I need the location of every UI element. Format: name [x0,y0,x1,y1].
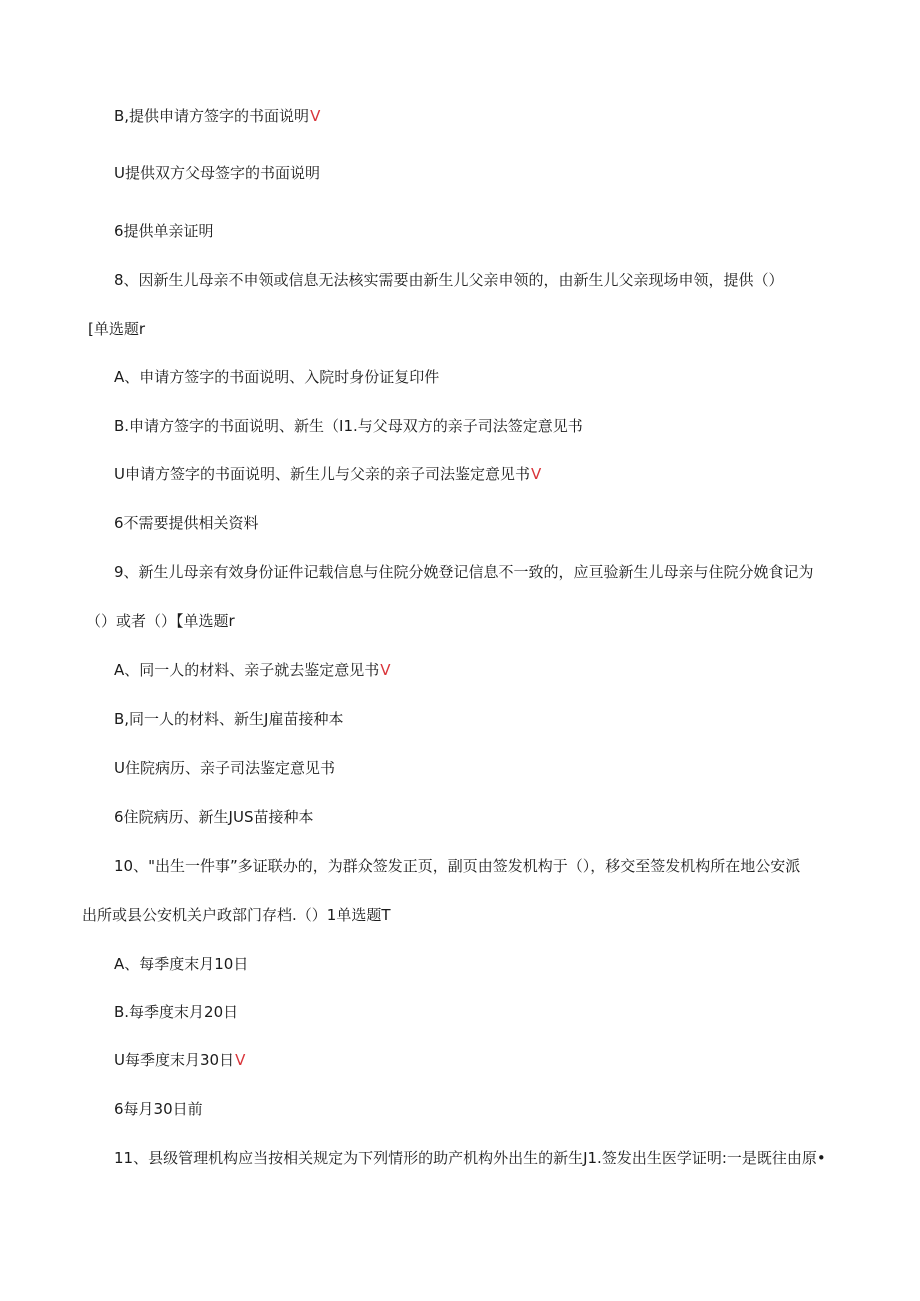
answer-check-mark: V [380,661,391,679]
question-8-type [88,319,145,339]
answer-check-mark: V [530,465,542,483]
answer-check-mark: V [235,1051,246,1069]
line-text: 6每月30日前 [114,1100,203,1118]
line-text: 6不需要提供相关资料 [114,514,259,532]
q10-option-c [114,1050,245,1070]
line-text: B.每季度末月20日 [114,1003,239,1021]
line-text: 6提供单亲证明 [114,222,214,240]
option-d-single-parent-proof [114,221,214,241]
q8-option-c [114,464,541,484]
question-9-continued [86,611,235,631]
line-text: A、申请方签字的书面说明、入院时身份证复印件 [114,368,440,386]
line-text: 6住院病历、新生JUS苗接种本 [114,808,314,826]
question-text: 8、因新生儿母亲不申领或信息无法核实需要由新生儿父亲申领的，由新生儿父亲现场申领，提供（） [114,271,784,289]
line-text: B,提供申请方签字的书面说明 [114,107,310,125]
question-text: （）或者（）【单选题r [86,612,235,630]
q10-option-d [114,1099,203,1119]
q9-option-b [114,709,343,729]
q9-option-d [114,807,313,827]
question-text: 9、新生儿母亲有效身份证件记载信息与住院分娩登记信息不一致的，应亘验新生儿母亲与住院分娩食记为 [114,563,814,581]
q9-option-c [114,758,335,778]
line-text: U住院病历、亲子司法鉴定意见书 [114,759,335,777]
question-9 [114,562,814,582]
line-text: B.申请方签字的书面说明、新生（I1.与父母双方的亲子司法签定意见书 [114,417,583,435]
answer-check-mark: V [310,107,321,125]
question-8 [114,270,784,290]
line-text: U提供双方父母签字的书面说明 [114,164,320,182]
line-text: A、同一人的材料、亲子就去鉴定意见书 [114,661,380,679]
question-text: 10、"出生一件事”多证联办的，为群众签发正页，副页由签发机构于（），移交至签发机构所在地公安派 [114,857,801,875]
question-text: 11、县级管理机构应当按相关规定为下列情形的助产机构外出生的新生J1.签发出生医学证明:一是既往由原• [114,1149,826,1167]
question-type-label: [单选题r [88,320,146,338]
q10-option-a [114,954,248,974]
line-text: B,同一人的材料、新生J雇苗接种本 [114,710,344,728]
option-b-applicant-statement [114,106,320,126]
q9-option-a [114,660,391,680]
line-text: U每季度末月30日 [114,1051,235,1069]
line-text: U申请方签字的书面说明、新生儿与父亲的亲子司法鉴定意见书 [114,465,530,483]
line-text: A、每季度末月10日 [114,955,249,973]
q8-option-b [114,416,583,436]
q8-option-a [114,367,439,387]
option-c-parents-statement [114,163,320,183]
question-10-continued [82,905,390,925]
q10-option-b [114,1002,238,1022]
question-11 [114,1148,826,1168]
question-10 [114,856,800,876]
q8-option-d [114,513,259,533]
question-text: 出所或县公安机关户政部门存档.（）1单选题T [82,906,391,924]
